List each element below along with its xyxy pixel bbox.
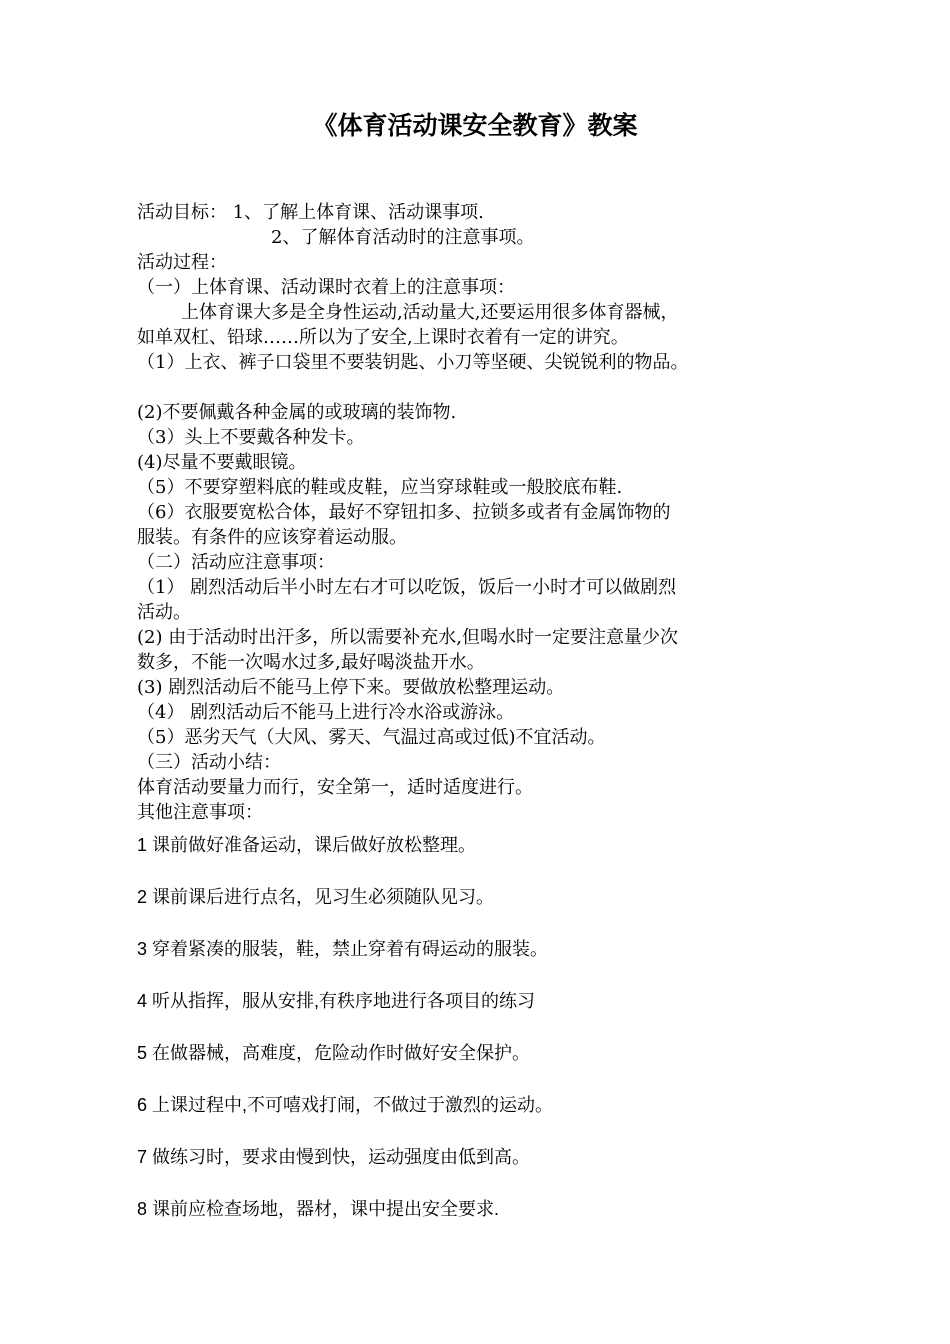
list-item: (2)不要佩戴各种金属的或玻璃的装饰物. [137, 402, 457, 423]
list-item: （5）恶劣天气（大风、雾天、气温过高或过低)不宜活动。 [137, 727, 606, 748]
numbered-item: 2 课前课后进行点名，见习生必须随队见习。 [137, 887, 495, 907]
list-item: （5）不要穿塑料底的鞋或皮鞋，应当穿球鞋或一般胶底布鞋. [137, 477, 623, 498]
list-item: （3）头上不要戴各种发卡。 [137, 427, 365, 448]
numbered-item: 8 课前应检查场地，器材，课中提出安全要求. [137, 1199, 500, 1219]
other-notes-list [137, 832, 837, 1248]
list-item-continuation: 数多，不能一次喝水过多,最好喝淡盐开水。 [137, 652, 485, 673]
numbered-item: 7 做练习时，要求由慢到快，运动强度由低到高。 [137, 1147, 531, 1167]
numbered-item: 4 听从指挥，服从安排,有秩序地进行各项目的练习 [137, 991, 536, 1011]
list-item: （1） 剧烈活动后半小时左右才可以吃饭，饭后一小时才可以做剧烈 [137, 577, 677, 598]
list-item: (3) 剧烈活动后不能马上停下来。要做放松整理运动。 [137, 677, 565, 698]
list-item: （4） 剧烈活动后不能马上进行冷水浴或游泳。 [137, 702, 515, 723]
list-item: (2) 由于活动时出汗多，所以需要补充水,但喝水时一定要注意量少次 [137, 627, 678, 648]
paragraph-line: 上体育课大多是全身性运动,活动量大,还要运用很多体育器械， [181, 302, 679, 323]
list-item: （1）上衣、裤子口袋里不要装钥匙、小刀等坚硬、尖锐锐利的物品。 [137, 352, 689, 373]
document-title: 《体育活动课安全教育》教案 [312, 111, 638, 140]
numbered-item: 6 上课过程中,不可嘻戏打闹，不做过于激烈的运动。 [137, 1095, 554, 1115]
numbered-item: 3 穿着紧凑的服装，鞋，禁止穿着有碍运动的服装。 [137, 939, 549, 959]
numbered-item: 1 课前做好准备运动，课后做好放松整理。 [137, 835, 477, 855]
document-body [137, 200, 837, 825]
list-item: （6）衣服要宽松合体，最好不穿钮扣多、拉锁多或者有金属饰物的 [137, 502, 671, 523]
list-item: (4)尽量不要戴眼镜。 [137, 452, 307, 473]
numbered-item: 5 在做器械，高难度，危险动作时做好安全保护。 [137, 1043, 531, 1063]
goal-line-1: 活动目标： 1、了解上体育课、活动课事项. [137, 202, 484, 223]
goal-line-2: 2、了解体育活动时的注意事项。 [271, 227, 535, 248]
section-1-heading: （一）上体育课、活动课时衣着上的注意事项： [137, 277, 515, 298]
process-heading: 活动过程： [137, 252, 227, 273]
other-notes-heading: 其他注意事项： [137, 802, 263, 823]
list-item-continuation: 活动。 [137, 602, 191, 623]
blank-line [137, 375, 837, 400]
section-2-heading: （二）活动应注意事项： [137, 552, 335, 573]
paragraph-line: 如单双杠、铅球……所以为了安全,上课时衣着有一定的讲究。 [137, 327, 629, 348]
list-item-continuation: 服装。有条件的应该穿着运动服。 [137, 527, 407, 548]
section-3-heading: （三）活动小结： [137, 752, 281, 773]
summary-text: 体育活动要量力而行，安全第一，适时适度进行。 [137, 777, 533, 798]
